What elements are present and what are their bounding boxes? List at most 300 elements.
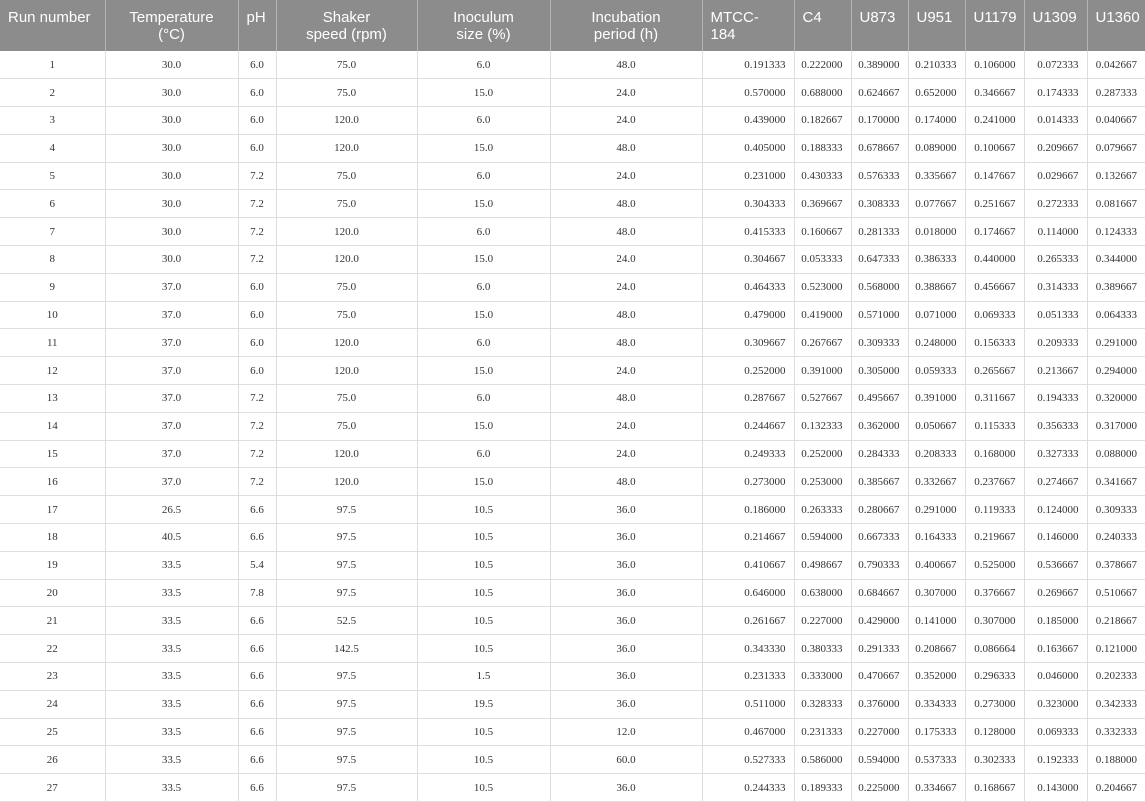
- cell-temperature: 33.5: [105, 551, 238, 579]
- cell-temperature: 33.5: [105, 607, 238, 635]
- cell-c4: 0.267667: [794, 329, 851, 357]
- table-row: [0, 190, 1145, 218]
- cell-incubation-period: 36.0: [550, 496, 702, 524]
- header-u1309: U1309: [1024, 0, 1087, 51]
- cell-u873: 0.684667: [851, 579, 908, 607]
- cell-c4: 0.638000: [794, 579, 851, 607]
- cell-incubation-period: 36.0: [550, 690, 702, 718]
- cell-shaker-speed: 97.5: [276, 551, 417, 579]
- cell-u873: 0.376000: [851, 690, 908, 718]
- cell-run-number: 5: [0, 162, 105, 190]
- cell-u951: 0.400667: [908, 551, 965, 579]
- table-row: [0, 496, 1145, 524]
- cell-shaker-speed: 120.0: [276, 246, 417, 274]
- table-row: [0, 690, 1145, 718]
- cell-u1360: 0.132667: [1087, 162, 1145, 190]
- cell-u873: 0.225000: [851, 774, 908, 802]
- cell-mtcc-184: 0.214667: [702, 524, 794, 552]
- cell-u1309: 0.274667: [1024, 468, 1087, 496]
- cell-ph: 7.2: [238, 162, 276, 190]
- cell-inoculum-size: 15.0: [417, 301, 550, 329]
- cell-mtcc-184: 0.273000: [702, 468, 794, 496]
- cell-c4: 0.231333: [794, 718, 851, 746]
- cell-u873: 0.470667: [851, 663, 908, 691]
- cell-shaker-speed: 120.0: [276, 329, 417, 357]
- cell-c4: 0.527667: [794, 385, 851, 413]
- cell-u951: 0.386333: [908, 246, 965, 274]
- cell-run-number: 22: [0, 635, 105, 663]
- cell-u1179: 0.156333: [965, 329, 1024, 357]
- cell-u1179: 0.346667: [965, 79, 1024, 107]
- cell-u1360: 0.309333: [1087, 496, 1145, 524]
- cell-ph: 6.6: [238, 774, 276, 802]
- cell-u1179: 0.525000: [965, 551, 1024, 579]
- cell-u951: 0.210333: [908, 51, 965, 79]
- cell-u1360: 0.240333: [1087, 524, 1145, 552]
- cell-u1309: 0.356333: [1024, 412, 1087, 440]
- cell-u951: 0.208667: [908, 635, 965, 663]
- cell-run-number: 10: [0, 301, 105, 329]
- table-row: [0, 329, 1145, 357]
- cell-u1360: 0.188000: [1087, 746, 1145, 774]
- cell-incubation-period: 48.0: [550, 190, 702, 218]
- cell-ph: 6.6: [238, 663, 276, 691]
- table-row: [0, 774, 1145, 802]
- cell-shaker-speed: 75.0: [276, 273, 417, 301]
- cell-u1179: 0.168667: [965, 774, 1024, 802]
- cell-temperature: 37.0: [105, 329, 238, 357]
- cell-u1360: 0.040667: [1087, 107, 1145, 135]
- cell-u951: 0.050667: [908, 412, 965, 440]
- cell-u873: 0.308333: [851, 190, 908, 218]
- cell-u1309: 0.323000: [1024, 690, 1087, 718]
- cell-u873: 0.495667: [851, 385, 908, 413]
- cell-c4: 0.380333: [794, 635, 851, 663]
- cell-ph: 7.2: [238, 412, 276, 440]
- cell-ph: 6.6: [238, 718, 276, 746]
- cell-u1360: 0.341667: [1087, 468, 1145, 496]
- cell-run-number: 26: [0, 746, 105, 774]
- cell-inoculum-size: 10.5: [417, 496, 550, 524]
- cell-inoculum-size: 10.5: [417, 635, 550, 663]
- cell-u1309: 0.213667: [1024, 357, 1087, 385]
- cell-ph: 5.4: [238, 551, 276, 579]
- cell-inoculum-size: 10.5: [417, 746, 550, 774]
- cell-inoculum-size: 19.5: [417, 690, 550, 718]
- cell-inoculum-size: 15.0: [417, 357, 550, 385]
- cell-mtcc-184: 0.244333: [702, 774, 794, 802]
- cell-run-number: 18: [0, 524, 105, 552]
- cell-mtcc-184: 0.464333: [702, 273, 794, 301]
- header-u951: U951: [908, 0, 965, 51]
- cell-u1360: 0.121000: [1087, 635, 1145, 663]
- cell-run-number: 1: [0, 51, 105, 79]
- cell-shaker-speed: 75.0: [276, 301, 417, 329]
- cell-u951: 0.291000: [908, 496, 965, 524]
- cell-run-number: 7: [0, 218, 105, 246]
- cell-run-number: 17: [0, 496, 105, 524]
- cell-temperature: 33.5: [105, 774, 238, 802]
- cell-c4: 0.369667: [794, 190, 851, 218]
- cell-inoculum-size: 6.0: [417, 218, 550, 246]
- cell-mtcc-184: 0.646000: [702, 579, 794, 607]
- cell-mtcc-184: 0.405000: [702, 134, 794, 162]
- cell-u951: 0.175333: [908, 718, 965, 746]
- cell-temperature: 33.5: [105, 690, 238, 718]
- cell-u1360: 0.344000: [1087, 246, 1145, 274]
- cell-c4: 0.430333: [794, 162, 851, 190]
- cell-ph: 6.6: [238, 607, 276, 635]
- cell-mtcc-184: 0.191333: [702, 51, 794, 79]
- cell-u951: 0.537333: [908, 746, 965, 774]
- cell-u1179: 0.100667: [965, 134, 1024, 162]
- cell-u1179: 0.307000: [965, 607, 1024, 635]
- cell-ph: 6.0: [238, 107, 276, 135]
- table-row: [0, 579, 1145, 607]
- table-row: [0, 246, 1145, 274]
- cell-ph: 7.8: [238, 579, 276, 607]
- cell-u951: 0.164333: [908, 524, 965, 552]
- cell-u1360: 0.291000: [1087, 329, 1145, 357]
- cell-u1360: 0.294000: [1087, 357, 1145, 385]
- cell-ph: 6.0: [238, 301, 276, 329]
- cell-shaker-speed: 52.5: [276, 607, 417, 635]
- cell-ph: 6.6: [238, 746, 276, 774]
- header-inoculum-size: Inoculum size (%): [417, 0, 550, 51]
- header-incubation-period: Incubation period (h): [550, 0, 702, 51]
- table-row: [0, 273, 1145, 301]
- cell-shaker-speed: 75.0: [276, 190, 417, 218]
- cell-c4: 0.523000: [794, 273, 851, 301]
- cell-mtcc-184: 0.304333: [702, 190, 794, 218]
- table-row: [0, 162, 1145, 190]
- cell-u1309: 0.143000: [1024, 774, 1087, 802]
- cell-ph: 6.6: [238, 496, 276, 524]
- table-row: [0, 301, 1145, 329]
- cell-run-number: 20: [0, 579, 105, 607]
- cell-u951: 0.388667: [908, 273, 965, 301]
- cell-u873: 0.678667: [851, 134, 908, 162]
- cell-c4: 0.419000: [794, 301, 851, 329]
- cell-u1360: 0.218667: [1087, 607, 1145, 635]
- table-row: [0, 134, 1145, 162]
- cell-shaker-speed: 120.0: [276, 440, 417, 468]
- cell-u1309: 0.209333: [1024, 329, 1087, 357]
- cell-run-number: 19: [0, 551, 105, 579]
- cell-inoculum-size: 6.0: [417, 385, 550, 413]
- cell-ph: 7.2: [238, 190, 276, 218]
- cell-u1309: 0.174333: [1024, 79, 1087, 107]
- cell-mtcc-184: 0.304667: [702, 246, 794, 274]
- cell-u951: 0.335667: [908, 162, 965, 190]
- table-row: [0, 51, 1145, 79]
- cell-c4: 0.182667: [794, 107, 851, 135]
- cell-temperature: 30.0: [105, 107, 238, 135]
- cell-run-number: 9: [0, 273, 105, 301]
- cell-incubation-period: 48.0: [550, 218, 702, 246]
- cell-incubation-period: 24.0: [550, 273, 702, 301]
- cell-u1179: 0.128000: [965, 718, 1024, 746]
- cell-u1309: 0.072333: [1024, 51, 1087, 79]
- cell-c4: 0.222000: [794, 51, 851, 79]
- cell-u1179: 0.069333: [965, 301, 1024, 329]
- cell-shaker-speed: 75.0: [276, 385, 417, 413]
- cell-temperature: 30.0: [105, 162, 238, 190]
- header-run-number: Run number: [0, 0, 105, 51]
- cell-c4: 0.252000: [794, 440, 851, 468]
- cell-incubation-period: 48.0: [550, 329, 702, 357]
- cell-u951: 0.332667: [908, 468, 965, 496]
- cell-incubation-period: 36.0: [550, 579, 702, 607]
- cell-shaker-speed: 97.5: [276, 496, 417, 524]
- cell-incubation-period: 48.0: [550, 301, 702, 329]
- cell-u1309: 0.327333: [1024, 440, 1087, 468]
- cell-u1360: 0.389667: [1087, 273, 1145, 301]
- cell-mtcc-184: 0.527333: [702, 746, 794, 774]
- cell-u873: 0.309333: [851, 329, 908, 357]
- cell-shaker-speed: 75.0: [276, 162, 417, 190]
- cell-u1179: 0.119333: [965, 496, 1024, 524]
- header-u873: U873: [851, 0, 908, 51]
- table-row: [0, 551, 1145, 579]
- cell-ph: 6.6: [238, 524, 276, 552]
- cell-mtcc-184: 0.249333: [702, 440, 794, 468]
- cell-ph: 6.0: [238, 134, 276, 162]
- cell-temperature: 30.0: [105, 79, 238, 107]
- cell-c4: 0.160667: [794, 218, 851, 246]
- cell-temperature: 33.5: [105, 635, 238, 663]
- cell-mtcc-184: 0.410667: [702, 551, 794, 579]
- cell-mtcc-184: 0.261667: [702, 607, 794, 635]
- cell-temperature: 30.0: [105, 134, 238, 162]
- cell-shaker-speed: 120.0: [276, 468, 417, 496]
- cell-shaker-speed: 75.0: [276, 51, 417, 79]
- cell-inoculum-size: 15.0: [417, 134, 550, 162]
- cell-u1360: 0.204667: [1087, 774, 1145, 802]
- cell-incubation-period: 24.0: [550, 162, 702, 190]
- cell-temperature: 30.0: [105, 218, 238, 246]
- cell-run-number: 13: [0, 385, 105, 413]
- cell-u873: 0.280667: [851, 496, 908, 524]
- cell-incubation-period: 24.0: [550, 79, 702, 107]
- cell-u873: 0.170000: [851, 107, 908, 135]
- table-row: [0, 468, 1145, 496]
- cell-incubation-period: 48.0: [550, 51, 702, 79]
- cell-u873: 0.576333: [851, 162, 908, 190]
- cell-shaker-speed: 97.5: [276, 690, 417, 718]
- cell-u1179: 0.086664: [965, 635, 1024, 663]
- cell-shaker-speed: 97.5: [276, 663, 417, 691]
- cell-mtcc-184: 0.511000: [702, 690, 794, 718]
- table-row: [0, 412, 1145, 440]
- cell-u1360: 0.202333: [1087, 663, 1145, 691]
- cell-ph: 7.2: [238, 385, 276, 413]
- cell-u1309: 0.069333: [1024, 718, 1087, 746]
- cell-mtcc-184: 0.252000: [702, 357, 794, 385]
- cell-u1179: 0.265667: [965, 357, 1024, 385]
- table-row: [0, 746, 1145, 774]
- cell-run-number: 11: [0, 329, 105, 357]
- cell-u873: 0.362000: [851, 412, 908, 440]
- cell-u1309: 0.163667: [1024, 635, 1087, 663]
- cell-u1360: 0.124333: [1087, 218, 1145, 246]
- cell-temperature: 37.0: [105, 440, 238, 468]
- table-row: [0, 663, 1145, 691]
- cell-c4: 0.594000: [794, 524, 851, 552]
- cell-u1179: 0.251667: [965, 190, 1024, 218]
- cell-incubation-period: 60.0: [550, 746, 702, 774]
- cell-mtcc-184: 0.244667: [702, 412, 794, 440]
- cell-shaker-speed: 97.5: [276, 524, 417, 552]
- cell-u1360: 0.064333: [1087, 301, 1145, 329]
- cell-u1179: 0.296333: [965, 663, 1024, 691]
- cell-shaker-speed: 142.5: [276, 635, 417, 663]
- cell-ph: 6.0: [238, 51, 276, 79]
- cell-u951: 0.018000: [908, 218, 965, 246]
- table-body: [0, 51, 1145, 802]
- cell-inoculum-size: 10.5: [417, 607, 550, 635]
- cell-u1309: 0.209667: [1024, 134, 1087, 162]
- cell-u1179: 0.456667: [965, 273, 1024, 301]
- cell-ph: 6.0: [238, 79, 276, 107]
- cell-u951: 0.174000: [908, 107, 965, 135]
- cell-inoculum-size: 10.5: [417, 774, 550, 802]
- cell-u873: 0.305000: [851, 357, 908, 385]
- cell-u873: 0.284333: [851, 440, 908, 468]
- cell-shaker-speed: 97.5: [276, 718, 417, 746]
- cell-temperature: 33.5: [105, 579, 238, 607]
- cell-ph: 6.6: [238, 635, 276, 663]
- header-c4: C4: [794, 0, 851, 51]
- cell-u951: 0.307000: [908, 579, 965, 607]
- cell-u951: 0.077667: [908, 190, 965, 218]
- cell-inoculum-size: 10.5: [417, 551, 550, 579]
- cell-u1179: 0.302333: [965, 746, 1024, 774]
- table-row: [0, 385, 1145, 413]
- cell-inoculum-size: 6.0: [417, 107, 550, 135]
- cell-incubation-period: 48.0: [550, 134, 702, 162]
- cell-u1360: 0.378667: [1087, 551, 1145, 579]
- cell-run-number: 4: [0, 134, 105, 162]
- cell-incubation-period: 36.0: [550, 524, 702, 552]
- table-row: [0, 635, 1145, 663]
- cell-u873: 0.429000: [851, 607, 908, 635]
- cell-incubation-period: 36.0: [550, 635, 702, 663]
- cell-shaker-speed: 120.0: [276, 218, 417, 246]
- cell-u1360: 0.079667: [1087, 134, 1145, 162]
- cell-run-number: 23: [0, 663, 105, 691]
- cell-incubation-period: 48.0: [550, 385, 702, 413]
- cell-u951: 0.391000: [908, 385, 965, 413]
- cell-incubation-period: 24.0: [550, 107, 702, 135]
- cell-c4: 0.498667: [794, 551, 851, 579]
- cell-c4: 0.227000: [794, 607, 851, 635]
- cell-run-number: 12: [0, 357, 105, 385]
- cell-u1309: 0.029667: [1024, 162, 1087, 190]
- cell-run-number: 8: [0, 246, 105, 274]
- cell-inoculum-size: 15.0: [417, 246, 550, 274]
- cell-mtcc-184: 0.439000: [702, 107, 794, 135]
- cell-inoculum-size: 1.5: [417, 663, 550, 691]
- cell-shaker-speed: 120.0: [276, 357, 417, 385]
- cell-u1360: 0.042667: [1087, 51, 1145, 79]
- table-row: [0, 107, 1145, 135]
- cell-c4: 0.253000: [794, 468, 851, 496]
- cell-incubation-period: 36.0: [550, 774, 702, 802]
- cell-run-number: 25: [0, 718, 105, 746]
- cell-run-number: 24: [0, 690, 105, 718]
- header-u1179: U1179: [965, 0, 1024, 51]
- cell-mtcc-184: 0.343330: [702, 635, 794, 663]
- cell-u1360: 0.287333: [1087, 79, 1145, 107]
- cell-shaker-speed: 75.0: [276, 412, 417, 440]
- cell-u1179: 0.237667: [965, 468, 1024, 496]
- cell-u951: 0.141000: [908, 607, 965, 635]
- cell-u951: 0.652000: [908, 79, 965, 107]
- cell-u873: 0.385667: [851, 468, 908, 496]
- cell-u873: 0.227000: [851, 718, 908, 746]
- cell-u1309: 0.272333: [1024, 190, 1087, 218]
- cell-shaker-speed: 120.0: [276, 134, 417, 162]
- cell-u1360: 0.342333: [1087, 690, 1145, 718]
- cell-u1309: 0.314333: [1024, 273, 1087, 301]
- cell-temperature: 37.0: [105, 273, 238, 301]
- cell-mtcc-184: 0.415333: [702, 218, 794, 246]
- cell-incubation-period: 24.0: [550, 357, 702, 385]
- cell-mtcc-184: 0.467000: [702, 718, 794, 746]
- cell-u951: 0.352000: [908, 663, 965, 691]
- cell-inoculum-size: 15.0: [417, 468, 550, 496]
- cell-c4: 0.328333: [794, 690, 851, 718]
- table-row: [0, 524, 1145, 552]
- cell-c4: 0.688000: [794, 79, 851, 107]
- cell-u1179: 0.168000: [965, 440, 1024, 468]
- table-row: [0, 607, 1145, 635]
- cell-ph: 6.0: [238, 357, 276, 385]
- cell-u1360: 0.332333: [1087, 718, 1145, 746]
- cell-temperature: 30.0: [105, 246, 238, 274]
- cell-run-number: 6: [0, 190, 105, 218]
- cell-u951: 0.334333: [908, 690, 965, 718]
- cell-incubation-period: 24.0: [550, 412, 702, 440]
- cell-u1360: 0.320000: [1087, 385, 1145, 413]
- cell-c4: 0.391000: [794, 357, 851, 385]
- cell-ph: 6.0: [238, 273, 276, 301]
- cell-mtcc-184: 0.186000: [702, 496, 794, 524]
- cell-temperature: 30.0: [105, 190, 238, 218]
- cell-inoculum-size: 6.0: [417, 162, 550, 190]
- cell-inoculum-size: 15.0: [417, 412, 550, 440]
- cell-u1179: 0.376667: [965, 579, 1024, 607]
- header-mtcc-184: MTCC- 184: [702, 0, 794, 51]
- cell-shaker-speed: 97.5: [276, 579, 417, 607]
- cell-u1179: 0.219667: [965, 524, 1024, 552]
- cell-temperature: 30.0: [105, 51, 238, 79]
- cell-incubation-period: 36.0: [550, 551, 702, 579]
- cell-u1309: 0.185000: [1024, 607, 1087, 635]
- cell-u1309: 0.046000: [1024, 663, 1087, 691]
- cell-inoculum-size: 6.0: [417, 273, 550, 301]
- cell-u873: 0.281333: [851, 218, 908, 246]
- cell-temperature: 37.0: [105, 357, 238, 385]
- cell-run-number: 15: [0, 440, 105, 468]
- cell-temperature: 26.5: [105, 496, 238, 524]
- cell-u1360: 0.510667: [1087, 579, 1145, 607]
- cell-incubation-period: 24.0: [550, 440, 702, 468]
- cell-temperature: 33.5: [105, 663, 238, 691]
- cell-inoculum-size: 15.0: [417, 79, 550, 107]
- cell-incubation-period: 12.0: [550, 718, 702, 746]
